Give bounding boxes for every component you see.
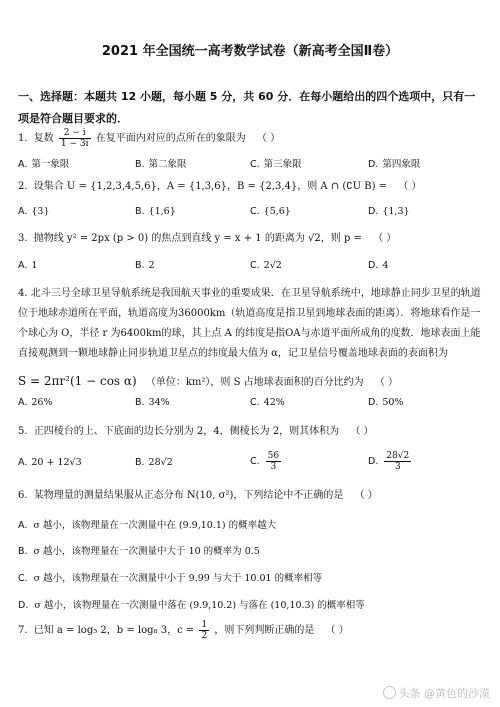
- answer-bracket: （ ）: [374, 377, 399, 388]
- question-number: 2.: [18, 181, 28, 192]
- option-d: [368, 260, 388, 271]
- option-text: 28√2: [148, 457, 173, 468]
- fraction-numerator: 1: [201, 620, 208, 630]
- section-heading: 一、选择题：本题共 12 小题，每小题 5 分，共 60 分．在每小题给出的四个选项中，只有一项是符合题目要求的．: [18, 90, 476, 125]
- option-label: C.: [250, 397, 260, 408]
- option-label: B.: [135, 260, 145, 271]
- answer-bracket: （ ）: [350, 426, 374, 437]
- option-label: D.: [368, 397, 379, 408]
- option-label: D.: [368, 260, 379, 271]
- option-c: [250, 397, 285, 408]
- option-label: D.: [368, 159, 379, 170]
- fraction: [266, 451, 281, 472]
- option-text: 第四象限: [382, 159, 421, 170]
- option-text: {5,6}: [263, 206, 291, 217]
- fraction: [199, 620, 209, 641]
- question-7: [18, 620, 488, 641]
- option-label: A.: [18, 397, 28, 408]
- question-3: [18, 232, 488, 246]
- option-text: 20 + 12√3: [31, 457, 82, 468]
- option-a: [18, 457, 82, 468]
- option-label: A.: [18, 260, 28, 271]
- option-label: C.: [250, 456, 260, 467]
- option-c: [250, 451, 283, 472]
- question-6: [18, 489, 488, 503]
- option-text: σ 越小，该物理量在一次测量中小于 9.99 与大于 10.01 的概率相等: [33, 573, 323, 584]
- watermark-text: 头条 @黄色的沙漠: [398, 687, 490, 700]
- option-text: σ 越小，该物理量在一次测量中大于 10 的概率为 0.5: [33, 546, 260, 557]
- question-text: 设集合 U = {1,2,3,4,5,6}，A = {1,3,6}，B = {2,3,4}，则 A ∩ (∁U B) =: [33, 181, 388, 192]
- option-text: {1,6}: [148, 206, 176, 217]
- answer-bracket: （ ）: [373, 233, 397, 244]
- fraction-denominator: 1 − 3i: [60, 139, 89, 149]
- option-text: 50%: [382, 397, 404, 408]
- option-d: [368, 156, 420, 170]
- question-text: 已知 a = log₅ 2，b = log₈ 3，c =: [33, 625, 195, 636]
- option-d: [368, 451, 413, 472]
- question-4-formula-line: [18, 374, 488, 390]
- option-a: [18, 517, 484, 531]
- fraction: [384, 451, 411, 472]
- question-text: 北斗三号全球卫星导航系统是我国航天事业的重要成果．在卫星导航系统中，地球静止同步卫星的轨道位于地球赤道所在平面，轨道高度为36000km（轨道高度是指卫星到地球表面的距离）．将地球看作是一个球心为 O，半径 r 为6400km的球，其上点 A 的纬度是指OA与赤道平面所成角的度数．地球表面上能直接观测到一颗地球静止同步轨道卫星点的纬度最大值为 α，记卫星信号覆盖地球表面的表面积为: [18, 288, 481, 359]
- option-label: B.: [135, 159, 145, 170]
- option-c: [250, 206, 291, 217]
- question-2: [18, 180, 488, 194]
- option-label: A.: [18, 159, 28, 170]
- option-label: C.: [250, 260, 260, 271]
- option-d: [368, 397, 403, 408]
- option-a: [18, 397, 52, 408]
- option-text: 第三象限: [263, 159, 302, 170]
- option-label: A.: [18, 206, 28, 217]
- question-number: 4.: [18, 288, 28, 299]
- option-label: C.: [250, 159, 260, 170]
- option-label: B.: [135, 206, 145, 217]
- fraction-numerator: 2 − i: [59, 128, 91, 139]
- watermark-logo-icon: [383, 686, 396, 699]
- option-a: [18, 206, 50, 217]
- question-number: 3.: [18, 233, 28, 244]
- fraction: [59, 128, 91, 149]
- answer-bracket: （ ）: [325, 625, 349, 636]
- option-text: 4: [382, 260, 389, 271]
- option-c: [250, 156, 302, 170]
- option-a: [18, 156, 69, 170]
- options-row: [18, 397, 488, 413]
- option-label: D.: [368, 456, 379, 467]
- option-label: A.: [18, 457, 28, 468]
- question-number: 1.: [18, 133, 28, 144]
- question-4: [18, 284, 484, 364]
- option-text: σ 越小，该物理量在一次测量中落在 (9.9,10.2) 与落在 (10,10.3) 的概率相等: [34, 600, 365, 611]
- option-text: 1: [31, 260, 38, 271]
- option-b: [135, 260, 155, 271]
- option-d: [368, 206, 410, 217]
- option-text: σ 越小，该物理量在一次测量中在 (9.9,10.1) 的概率越大: [33, 520, 277, 531]
- option-b: [135, 457, 173, 468]
- option-label: B.: [135, 457, 145, 468]
- option-text: 第二象限: [148, 159, 187, 170]
- exam-title: 2021 年全国统一高考数学试卷（新高考全国Ⅱ卷）: [101, 44, 399, 59]
- option-b: [135, 397, 170, 408]
- option-text: 26%: [31, 397, 53, 408]
- question-text: ，则下列判断正确的是: [214, 625, 315, 636]
- option-text: 2: [148, 260, 155, 271]
- options-row: [18, 260, 488, 276]
- question-text: 某物理量的测量结果服从正态分布 N(10, σ²)，下列结论中不正确的是: [33, 490, 344, 501]
- options-row: [18, 206, 488, 222]
- option-label: D.: [18, 600, 29, 611]
- question-5: [18, 425, 488, 439]
- option-b: [135, 156, 187, 170]
- question-number: 7.: [18, 625, 28, 636]
- option-label: C.: [250, 206, 260, 217]
- option-label: B.: [135, 397, 145, 408]
- options-row: [18, 451, 488, 479]
- surface-area-formula: S = 2πr²(1 − cos α): [18, 374, 137, 388]
- fraction-denominator: 3: [270, 462, 277, 472]
- watermark: [383, 685, 491, 701]
- option-a: [18, 260, 37, 271]
- option-text: 第一象限: [31, 159, 70, 170]
- option-text: 34%: [148, 397, 170, 408]
- question-text: 抛物线 y² = 2px (p > 0) 的焦点到直线 y = x + 1 的距离为 √2，则 p =: [33, 233, 362, 244]
- question-text: （单位：km²），则 S 占地球表面积的百分比约为: [145, 377, 364, 388]
- option-text: 2√2: [263, 260, 282, 271]
- question-text: 在复平面内对应的点所在的象限为: [95, 133, 246, 144]
- option-c: [18, 570, 484, 584]
- option-label: C.: [18, 573, 28, 584]
- options-row: [18, 156, 488, 172]
- option-label: D.: [368, 206, 379, 217]
- option-text: 42%: [263, 397, 285, 408]
- option-text: {3}: [31, 206, 50, 217]
- question-1: [18, 128, 488, 149]
- fraction-numerator: 56: [267, 451, 280, 461]
- option-label: A.: [18, 520, 28, 531]
- answer-bracket: （ ）: [354, 490, 378, 501]
- answer-bracket: （ ）: [256, 133, 281, 144]
- option-b: [135, 206, 176, 217]
- option-label: B.: [18, 546, 28, 557]
- fraction-numerator: 28√2: [386, 451, 410, 461]
- question-text: 正四棱台的上、下底面的边长分别为 2，4，侧棱长为 2，则其体积为: [33, 426, 340, 437]
- option-b: [18, 543, 484, 557]
- fraction-denominator: 3: [394, 462, 401, 472]
- question-number: 6.: [18, 490, 28, 501]
- option-text: {1,3}: [382, 206, 410, 217]
- answer-bracket: （ ）: [398, 181, 422, 192]
- option-c: [250, 260, 282, 271]
- fraction-denominator: 2: [201, 631, 208, 641]
- option-d: [18, 597, 484, 611]
- question-text: 复数: [33, 133, 54, 144]
- question-number: 5.: [18, 426, 28, 437]
